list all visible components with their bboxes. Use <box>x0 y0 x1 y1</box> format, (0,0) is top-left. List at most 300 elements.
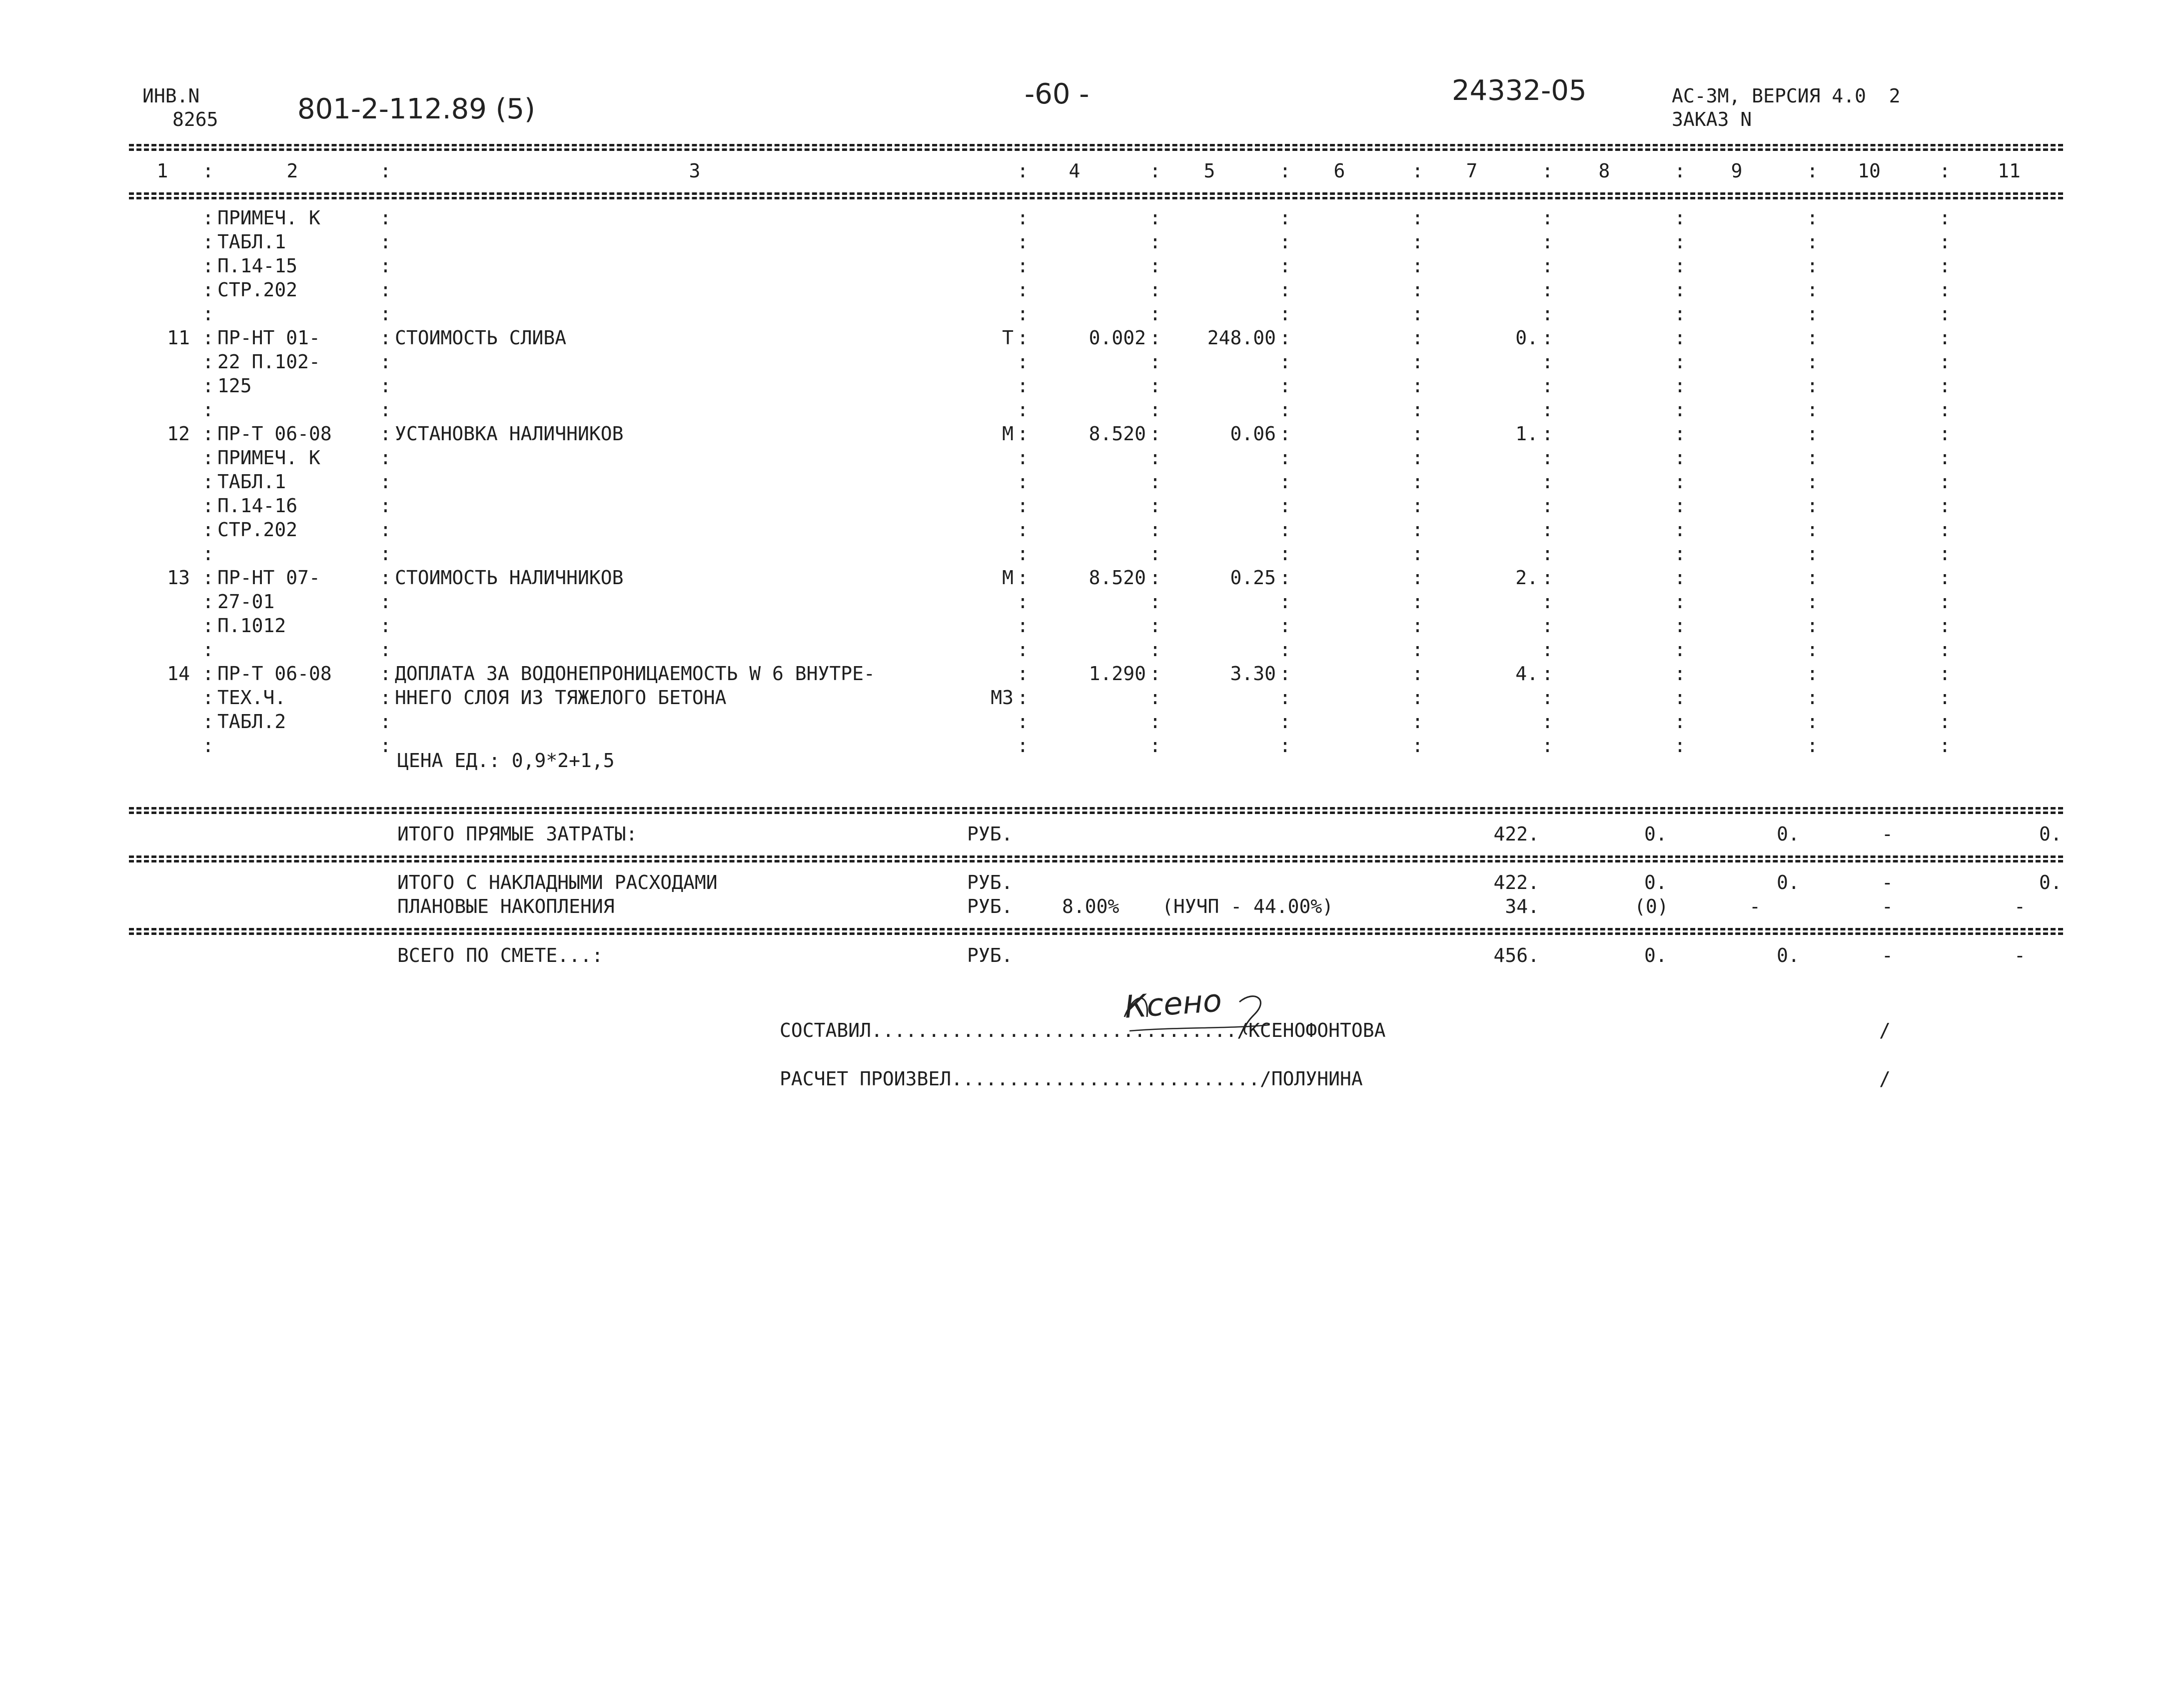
rule-summary-1b <box>129 812 2063 814</box>
column-separator: : <box>1412 735 1423 757</box>
column-separator: : <box>380 207 391 229</box>
compiled-by-signature: Ксено <box>1123 982 1223 1025</box>
column-separator: : <box>380 591 391 613</box>
column-separator: : <box>1674 375 1686 397</box>
planned-percent: 8.00% <box>1062 895 1119 917</box>
compiled-by-line: СОСТАВИЛ................................/КСЕНОФОНТОВА <box>780 1019 1386 1041</box>
row-quantity: 8.520 <box>1089 567 1146 589</box>
column-separator: : <box>1279 543 1291 565</box>
column-separator: : <box>1807 375 1818 397</box>
column-separator: : <box>1279 471 1291 493</box>
planned-currency: РУБ. <box>967 895 1013 917</box>
column-separator: : <box>1017 615 1029 637</box>
column-separator: : <box>202 303 214 325</box>
row-code-line: СТР.202 <box>217 519 298 541</box>
rule-summary-1 <box>129 807 2063 810</box>
column-separator: : <box>1149 303 1161 325</box>
column-separator: : <box>1542 735 1553 757</box>
column-separator: : <box>1542 327 1553 349</box>
column-separator: : <box>1542 615 1553 637</box>
column-separator: : <box>1149 327 1161 349</box>
column-separator: : <box>1149 495 1161 517</box>
column-separator: : <box>1674 447 1686 469</box>
row-code-line: П.14-16 <box>217 495 298 517</box>
column-separator: : <box>1939 735 1951 757</box>
column-separator: : <box>1017 231 1029 253</box>
column-separator: : <box>202 567 214 589</box>
column-header-separator: : <box>1279 160 1291 182</box>
column-separator: : <box>1939 399 1951 421</box>
column-separator: : <box>1149 279 1161 301</box>
column-separator: : <box>1807 495 1818 517</box>
column-separator: : <box>1149 663 1161 685</box>
column-separator: : <box>202 327 214 349</box>
grand-total-col7: 456. <box>1493 944 1539 966</box>
column-separator: : <box>380 399 391 421</box>
calculated-by-line: РАСЧЕТ ПРОИЗВЕЛ.........................../ПОЛУНИНА <box>780 1068 1363 1090</box>
column-separator: : <box>202 279 214 301</box>
rule-header-bottom <box>129 192 2063 195</box>
column-separator: : <box>1149 615 1161 637</box>
column-separator: : <box>380 423 391 445</box>
column-separator: : <box>1674 207 1686 229</box>
column-separator: : <box>1149 399 1161 421</box>
column-separator: : <box>202 639 214 661</box>
row-unit-price: 248.00 <box>1207 327 1276 349</box>
column-separator: : <box>1807 735 1818 757</box>
column-header-1: 1 <box>156 160 168 182</box>
planned-col7: 34. <box>1505 895 1539 917</box>
column-separator: : <box>1674 567 1686 589</box>
column-separator: : <box>1542 279 1553 301</box>
column-separator: : <box>1412 543 1423 565</box>
column-separator: : <box>1674 231 1686 253</box>
planned-col8: (0) <box>1634 895 1669 917</box>
row-code-line: ТЕХ.Ч. <box>217 687 286 709</box>
column-separator: : <box>1017 591 1029 613</box>
column-separator: : <box>1017 447 1029 469</box>
rule-summary-2b <box>129 860 2063 862</box>
row-description-line: УСТАНОВКА НАЛИЧНИКОВ <box>395 423 624 445</box>
compiled-by-slash: / <box>1879 1019 1891 1041</box>
row-unit: Т <box>1002 327 1014 349</box>
column-separator: : <box>1017 255 1029 277</box>
column-header-separator: : <box>1807 160 1818 182</box>
row-total: 2. <box>1515 567 1538 589</box>
column-separator: : <box>1807 207 1818 229</box>
column-separator: : <box>380 327 391 349</box>
column-separator: : <box>1412 519 1423 541</box>
row-unit-price: 3.30 <box>1230 663 1276 685</box>
column-separator: : <box>1412 399 1423 421</box>
doc-number: 24332-05 <box>1452 74 1587 107</box>
column-separator: : <box>1939 471 1951 493</box>
column-separator: : <box>1279 687 1291 709</box>
column-separator: : <box>1279 735 1291 757</box>
column-separator: : <box>1542 423 1553 445</box>
column-separator: : <box>202 399 214 421</box>
column-separator: : <box>1279 615 1291 637</box>
column-separator: : <box>1807 351 1818 373</box>
row-description-line: СТОИМОСТЬ НАЛИЧНИКОВ <box>395 567 624 589</box>
row-quantity: 1.290 <box>1089 663 1146 685</box>
column-separator: : <box>1017 303 1029 325</box>
column-separator: : <box>380 567 391 589</box>
column-separator: : <box>1412 447 1423 469</box>
column-separator: : <box>1149 639 1161 661</box>
column-separator: : <box>1674 639 1686 661</box>
row-quantity: 0.002 <box>1089 327 1146 349</box>
column-separator: : <box>380 279 391 301</box>
row-total: 0. <box>1515 327 1538 349</box>
column-separator: : <box>1412 231 1423 253</box>
planned-label: ПЛАНОВЫЕ НАКОПЛЕНИЯ <box>397 895 615 917</box>
column-separator: : <box>1807 471 1818 493</box>
column-header-separator: : <box>1542 160 1553 182</box>
column-separator: : <box>1807 447 1818 469</box>
column-separator: : <box>1017 279 1029 301</box>
column-separator: : <box>1807 255 1818 277</box>
column-separator: : <box>1017 519 1029 541</box>
column-separator: : <box>380 543 391 565</box>
inv-label: ИНВ.N <box>142 85 200 107</box>
column-separator: : <box>1939 231 1951 253</box>
column-separator: : <box>202 663 214 685</box>
column-separator: : <box>1939 447 1951 469</box>
column-separator: : <box>380 711 391 733</box>
row-code-line: 27-01 <box>217 591 275 613</box>
planned-col10: - <box>1882 895 1893 917</box>
column-separator: : <box>1279 351 1291 373</box>
overhead-col11: 0. <box>2039 871 2062 893</box>
column-separator: : <box>1807 279 1818 301</box>
column-header-2: 2 <box>286 160 298 182</box>
column-separator: : <box>1542 255 1553 277</box>
column-separator: : <box>1017 471 1029 493</box>
column-separator: : <box>1017 711 1029 733</box>
column-separator: : <box>380 471 391 493</box>
row-code-line: ПРИМЕЧ. К <box>217 207 320 229</box>
column-separator: : <box>1412 255 1423 277</box>
column-separator: : <box>1807 327 1818 349</box>
page-number: -60 - <box>1025 78 1090 110</box>
column-header-separator: : <box>1939 160 1951 182</box>
column-separator: : <box>1412 591 1423 613</box>
column-separator: : <box>1674 615 1686 637</box>
column-separator: : <box>1939 303 1951 325</box>
column-separator: : <box>1412 423 1423 445</box>
column-separator: : <box>1412 639 1423 661</box>
column-header-10: 10 <box>1858 160 1881 182</box>
column-separator: : <box>1279 207 1291 229</box>
column-separator: : <box>1279 663 1291 685</box>
column-header-3: 3 <box>689 160 701 182</box>
column-separator: : <box>1542 567 1553 589</box>
grand-total-col9: 0. <box>1777 944 1800 966</box>
column-separator: : <box>202 519 214 541</box>
column-header-separator: : <box>1412 160 1423 182</box>
row-description-line: ННЕГО СЛОЯ ИЗ ТЯЖЕЛОГО БЕТОНА <box>395 687 727 709</box>
column-separator: : <box>1674 423 1686 445</box>
row-code-line: ПР-Т 06-08 <box>217 663 332 685</box>
column-separator: : <box>1279 423 1291 445</box>
column-separator: : <box>1807 303 1818 325</box>
row-code-line: ТАБЛ.1 <box>217 231 286 253</box>
column-separator: : <box>1279 375 1291 397</box>
column-header-separator: : <box>1674 160 1686 182</box>
row-description-line: ДОПЛАТА ЗА ВОДОНЕПРОНИЦАЕМОСТЬ W 6 ВНУТРЕ- <box>395 663 875 685</box>
column-separator: : <box>380 639 391 661</box>
column-separator: : <box>1674 735 1686 757</box>
column-separator: : <box>1939 687 1951 709</box>
column-separator: : <box>1542 471 1553 493</box>
row-code-line: П.14-15 <box>217 255 298 277</box>
row-quantity: 8.520 <box>1089 423 1146 445</box>
unit-price-note: ЦЕНА ЕД.: 0,9*2+1,5 <box>397 750 615 772</box>
column-separator: : <box>1807 231 1818 253</box>
column-separator: : <box>1149 519 1161 541</box>
column-separator: : <box>380 519 391 541</box>
signature-flourish-icon <box>1119 982 1289 1042</box>
overhead-col7: 422. <box>1493 871 1539 893</box>
column-separator: : <box>1939 375 1951 397</box>
column-header-separator: : <box>1149 160 1161 182</box>
column-separator: : <box>1149 567 1161 589</box>
column-separator: : <box>1279 255 1291 277</box>
column-separator: : <box>1017 639 1029 661</box>
row-description-line: СТОИМОСТЬ СЛИВА <box>395 327 567 349</box>
column-separator: : <box>1279 327 1291 349</box>
column-separator: : <box>1542 375 1553 397</box>
row-unit: М <box>1002 423 1014 445</box>
column-separator: : <box>1807 711 1818 733</box>
column-separator: : <box>1412 375 1423 397</box>
column-separator: : <box>202 735 214 757</box>
column-separator: : <box>1674 663 1686 685</box>
column-separator: : <box>1017 663 1029 685</box>
row-code-line: ПРИМЕЧ. К <box>217 447 320 469</box>
column-separator: : <box>380 231 391 253</box>
column-separator: : <box>1807 543 1818 565</box>
column-separator: : <box>202 447 214 469</box>
column-separator: : <box>1939 639 1951 661</box>
column-separator: : <box>1017 207 1029 229</box>
rule-summary-2 <box>129 855 2063 858</box>
column-separator: : <box>1149 447 1161 469</box>
column-separator: : <box>380 687 391 709</box>
overhead-col8: 0. <box>1644 871 1667 893</box>
grand-total-col8: 0. <box>1644 944 1667 966</box>
column-separator: : <box>1412 663 1423 685</box>
column-separator: : <box>1279 447 1291 469</box>
column-separator: : <box>1807 615 1818 637</box>
row-code-line: ПР-НТ 01- <box>217 327 320 349</box>
column-header-separator: : <box>380 160 391 182</box>
column-separator: : <box>1542 591 1553 613</box>
row-code-line: ПР-НТ 07- <box>217 567 320 589</box>
column-separator: : <box>1674 471 1686 493</box>
column-separator: : <box>202 207 214 229</box>
column-separator: : <box>1542 639 1553 661</box>
column-separator: : <box>380 351 391 373</box>
column-separator: : <box>1279 399 1291 421</box>
column-separator: : <box>1542 663 1553 685</box>
column-separator: : <box>202 591 214 613</box>
planned-col11: - <box>2014 895 2026 917</box>
column-separator: : <box>1149 735 1161 757</box>
column-separator: : <box>1542 495 1553 517</box>
column-separator: : <box>1674 327 1686 349</box>
column-separator: : <box>202 615 214 637</box>
row-number: 13 <box>167 567 190 589</box>
column-separator: : <box>1412 711 1423 733</box>
column-separator: : <box>380 735 391 757</box>
overhead-col9: 0. <box>1777 871 1800 893</box>
order-label: ЗАКАЗ N <box>1672 108 1752 130</box>
grand-total-label: ВСЕГО ПО СМЕТЕ...: <box>397 944 603 966</box>
column-header-5: 5 <box>1203 160 1215 182</box>
column-separator: : <box>1017 423 1029 445</box>
column-separator: : <box>1279 519 1291 541</box>
column-separator: : <box>202 423 214 445</box>
column-separator: : <box>1939 351 1951 373</box>
grand-total-currency: РУБ. <box>967 944 1013 966</box>
column-separator: : <box>1017 543 1029 565</box>
column-separator: : <box>1542 447 1553 469</box>
column-separator: : <box>202 351 214 373</box>
column-header-7: 7 <box>1466 160 1478 182</box>
column-separator: : <box>1412 207 1423 229</box>
overhead-label: ИТОГО С НАКЛАДНЫМИ РАСХОДАМИ <box>397 871 718 893</box>
overhead-currency: РУБ. <box>967 871 1013 893</box>
column-separator: : <box>1939 591 1951 613</box>
column-separator: : <box>1939 495 1951 517</box>
column-separator: : <box>1674 303 1686 325</box>
row-code-line: ПР-Т 06-08 <box>217 423 332 445</box>
column-separator: : <box>380 375 391 397</box>
column-separator: : <box>1939 663 1951 685</box>
column-separator: : <box>1674 255 1686 277</box>
column-separator: : <box>1149 255 1161 277</box>
direct-costs-col8: 0. <box>1644 823 1667 845</box>
column-separator: : <box>1674 399 1686 421</box>
column-separator: : <box>202 687 214 709</box>
column-separator: : <box>1542 687 1553 709</box>
column-separator: : <box>1674 711 1686 733</box>
column-header-8: 8 <box>1598 160 1610 182</box>
column-separator: : <box>1542 207 1553 229</box>
column-separator: : <box>1017 735 1029 757</box>
program-version: АС-3М, ВЕРСИЯ 4.0 2 <box>1672 85 1901 107</box>
column-separator: : <box>1149 207 1161 229</box>
row-unit: М3 <box>991 687 1014 709</box>
column-separator: : <box>1412 351 1423 373</box>
column-separator: : <box>1807 519 1818 541</box>
direct-costs-col7: 422. <box>1493 823 1539 845</box>
column-separator: : <box>1939 543 1951 565</box>
column-separator: : <box>380 495 391 517</box>
direct-costs-col11: 0. <box>2039 823 2062 845</box>
column-separator: : <box>202 495 214 517</box>
row-code-line: 125 <box>217 375 252 397</box>
column-separator: : <box>1807 687 1818 709</box>
column-separator: : <box>1939 423 1951 445</box>
rule-summary-3b <box>129 932 2063 935</box>
column-separator: : <box>1807 591 1818 613</box>
column-separator: : <box>1149 687 1161 709</box>
rule-header-bottom-2 <box>129 197 2063 199</box>
column-separator: : <box>1149 351 1161 373</box>
column-separator: : <box>1412 279 1423 301</box>
row-unit-price: 0.25 <box>1230 567 1276 589</box>
planned-col9: - <box>1749 895 1761 917</box>
column-header-separator: : <box>1017 160 1029 182</box>
column-separator: : <box>1017 351 1029 373</box>
column-separator: : <box>380 447 391 469</box>
column-separator: : <box>202 375 214 397</box>
column-separator: : <box>1542 519 1553 541</box>
column-separator: : <box>1412 495 1423 517</box>
column-header-6: 6 <box>1333 160 1345 182</box>
column-separator: : <box>1412 687 1423 709</box>
column-separator: : <box>1939 255 1951 277</box>
column-separator: : <box>1807 423 1818 445</box>
column-separator: : <box>1412 471 1423 493</box>
column-separator: : <box>202 711 214 733</box>
column-separator: : <box>1674 543 1686 565</box>
column-separator: : <box>380 303 391 325</box>
column-separator: : <box>1017 399 1029 421</box>
column-separator: : <box>1939 327 1951 349</box>
column-header-9: 9 <box>1731 160 1743 182</box>
grand-total-col10: - <box>1882 944 1893 966</box>
column-separator: : <box>1017 327 1029 349</box>
row-number: 12 <box>167 423 190 445</box>
column-separator: : <box>1279 639 1291 661</box>
column-separator: : <box>1807 639 1818 661</box>
column-separator: : <box>1939 615 1951 637</box>
column-separator: : <box>1807 399 1818 421</box>
row-total: 1. <box>1515 423 1538 445</box>
column-separator: : <box>1939 279 1951 301</box>
column-separator: : <box>1542 351 1553 373</box>
inv-number: 8265 <box>172 108 218 130</box>
column-separator: : <box>1939 711 1951 733</box>
column-separator: : <box>1279 231 1291 253</box>
column-separator: : <box>1149 471 1161 493</box>
column-header-11: 11 <box>1998 160 2021 182</box>
row-number: 14 <box>167 663 190 685</box>
column-separator: : <box>202 231 214 253</box>
rule-top-2 <box>129 148 2063 151</box>
column-separator: : <box>1279 495 1291 517</box>
column-separator: : <box>1017 375 1029 397</box>
row-code-line: ТАБЛ.2 <box>217 711 286 733</box>
column-separator: : <box>1939 519 1951 541</box>
column-separator: : <box>1542 711 1553 733</box>
row-unit-price: 0.06 <box>1230 423 1276 445</box>
column-separator: : <box>1674 519 1686 541</box>
column-separator: : <box>1149 591 1161 613</box>
rule-summary-3 <box>129 928 2063 930</box>
rule-top <box>129 144 2063 146</box>
planned-nuchp: (НУЧП - 44.00%) <box>1162 895 1334 917</box>
column-separator: : <box>1542 543 1553 565</box>
row-code-line: СТР.202 <box>217 279 298 301</box>
column-separator: : <box>1149 543 1161 565</box>
column-separator: : <box>1149 231 1161 253</box>
row-number: 11 <box>167 327 190 349</box>
